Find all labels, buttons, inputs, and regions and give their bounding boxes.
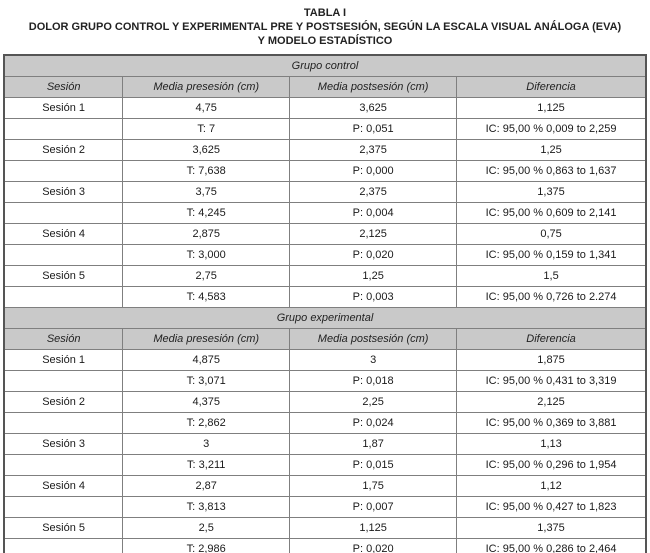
table-cell: P: 0,007 (290, 497, 457, 518)
table-cell: T: 3,813 (123, 497, 290, 518)
table-cell: P: 0,000 (290, 161, 457, 182)
table-cell (4, 413, 123, 434)
table-cell (4, 539, 123, 553)
table-row (4, 371, 646, 392)
table-cell: 1,5 (457, 266, 646, 287)
table-cell: Sesión 2 (4, 392, 123, 413)
table-cell: 1,75 (290, 476, 457, 497)
group-header-row (4, 308, 646, 329)
table-cell: 1,875 (457, 350, 646, 371)
table-cell: 2,375 (290, 140, 457, 161)
table-cell (4, 455, 123, 476)
table-cell: T: 3,211 (123, 455, 290, 476)
table-cell: P: 0,004 (290, 203, 457, 224)
table-cell: T: 4,245 (123, 203, 290, 224)
column-header: Diferencia (457, 329, 646, 350)
table-cell: IC: 95,00 % 0,009 to 2,259 (457, 119, 646, 140)
table-label: TABLA I (303, 7, 347, 19)
table-cell: IC: 95,00 % 0,609 to 2,141 (457, 203, 646, 224)
column-header: Media presesión (cm) (123, 329, 290, 350)
table-cell: IC: 95,00 % 0,286 to 2,464 (457, 539, 646, 553)
table-row (4, 287, 646, 308)
table-cell: Sesión 2 (4, 140, 123, 161)
table-cell: IC: 95,00 % 0,431 to 3,319 (457, 371, 646, 392)
column-header-row (4, 329, 646, 350)
column-header: Media presesión (cm) (123, 77, 290, 98)
table-cell (4, 287, 123, 308)
table-cell: P: 0,020 (290, 245, 457, 266)
table-cell: 2,875 (123, 224, 290, 245)
table-cell: Sesión 4 (4, 224, 123, 245)
table-row (4, 413, 646, 434)
table-cell: 1,375 (457, 182, 646, 203)
table-cell: T: 2,986 (123, 539, 290, 553)
table-cell: Sesión 1 (4, 98, 123, 119)
table-cell: 3,75 (123, 182, 290, 203)
table-cell: IC: 95,00 % 0,159 to 1,341 (457, 245, 646, 266)
table-cell: T: 7,638 (123, 161, 290, 182)
table-cell: Sesión 5 (4, 266, 123, 287)
table-row (4, 182, 646, 203)
column-header: Sesión (4, 77, 123, 98)
results-table-body (4, 55, 646, 553)
table-cell: P: 0,015 (290, 455, 457, 476)
table-cell: IC: 95,00 % 0,427 to 1,823 (457, 497, 646, 518)
table-cell: Sesión 1 (4, 350, 123, 371)
table-row (4, 455, 646, 476)
column-header: Media postsesión (cm) (290, 329, 457, 350)
table-cell: 1,125 (290, 518, 457, 539)
table-cell: T: 2,862 (123, 413, 290, 434)
table-cell: 2,375 (290, 182, 457, 203)
table-cell: 1,375 (457, 518, 646, 539)
table-cell: IC: 95,00 % 0,369 to 3,881 (457, 413, 646, 434)
table-cell: 2,125 (457, 392, 646, 413)
table-cell: T: 3,071 (123, 371, 290, 392)
table-cell: 1,87 (290, 434, 457, 455)
table-cell: 2,75 (123, 266, 290, 287)
group-header-row (4, 55, 646, 77)
table-cell: 4,375 (123, 392, 290, 413)
table-cell: P: 0,003 (290, 287, 457, 308)
table-caption-line1: DOLOR GRUPO CONTROL Y EXPERIMENTAL PRE Y POSTSESIÓN, SEGÚN LA ESCALA VISUAL ANÁLOGA (EVA) (28, 21, 622, 33)
group-header: Grupo control (4, 55, 646, 77)
table-title-block (3, 6, 647, 48)
table-cell: 2,87 (123, 476, 290, 497)
table-cell: T: 3,000 (123, 245, 290, 266)
table-cell: 2,25 (290, 392, 457, 413)
table-cell: 4,75 (123, 98, 290, 119)
table-cell (4, 497, 123, 518)
table-caption-line2: Y MODELO ESTADÍSTICO (257, 35, 393, 47)
table-cell: Sesión 3 (4, 434, 123, 455)
table-cell: P: 0,018 (290, 371, 457, 392)
table-row (4, 539, 646, 553)
table-cell: P: 0,020 (290, 539, 457, 553)
table-row (4, 476, 646, 497)
column-header: Sesión (4, 329, 123, 350)
table-row (4, 203, 646, 224)
column-header-row (4, 77, 646, 98)
table-cell: 3 (290, 350, 457, 371)
table-cell: 1,12 (457, 476, 646, 497)
table-cell: 0,75 (457, 224, 646, 245)
table-row (4, 518, 646, 539)
table-row (4, 350, 646, 371)
table-row (4, 434, 646, 455)
table-row (4, 245, 646, 266)
table-cell (4, 245, 123, 266)
table-cell: 2,5 (123, 518, 290, 539)
table-cell: Sesión 4 (4, 476, 123, 497)
table-cell: 3,625 (290, 98, 457, 119)
table-row (4, 266, 646, 287)
table-cell: Sesión 5 (4, 518, 123, 539)
column-header: Media postsesión (cm) (290, 77, 457, 98)
table-row (4, 161, 646, 182)
table-cell: P: 0,024 (290, 413, 457, 434)
table-row (4, 98, 646, 119)
table-cell (4, 161, 123, 182)
table-cell: 3 (123, 434, 290, 455)
results-table (3, 54, 647, 553)
table-row (4, 392, 646, 413)
table-cell: 1,13 (457, 434, 646, 455)
column-header: Diferencia (457, 77, 646, 98)
table-cell: IC: 95,00 % 0,863 to 1,637 (457, 161, 646, 182)
table-cell: IC: 95,00 % 0,726 to 2.274 (457, 287, 646, 308)
table-row (4, 224, 646, 245)
table-cell: T: 4,583 (123, 287, 290, 308)
table-cell: 1,25 (457, 140, 646, 161)
table-row (4, 119, 646, 140)
table-cell: 3,625 (123, 140, 290, 161)
table-cell: P: 0,051 (290, 119, 457, 140)
table-cell: T: 7 (123, 119, 290, 140)
table-cell: 2,125 (290, 224, 457, 245)
group-header: Grupo experimental (4, 308, 646, 329)
table-cell: 1,125 (457, 98, 646, 119)
table-row (4, 497, 646, 518)
table-cell (4, 119, 123, 140)
table-cell: 4,875 (123, 350, 290, 371)
table-cell (4, 203, 123, 224)
table-cell: IC: 95,00 % 0,296 to 1,954 (457, 455, 646, 476)
table-cell: Sesión 3 (4, 182, 123, 203)
table-cell: 1,25 (290, 266, 457, 287)
table-row (4, 140, 646, 161)
table-cell (4, 371, 123, 392)
